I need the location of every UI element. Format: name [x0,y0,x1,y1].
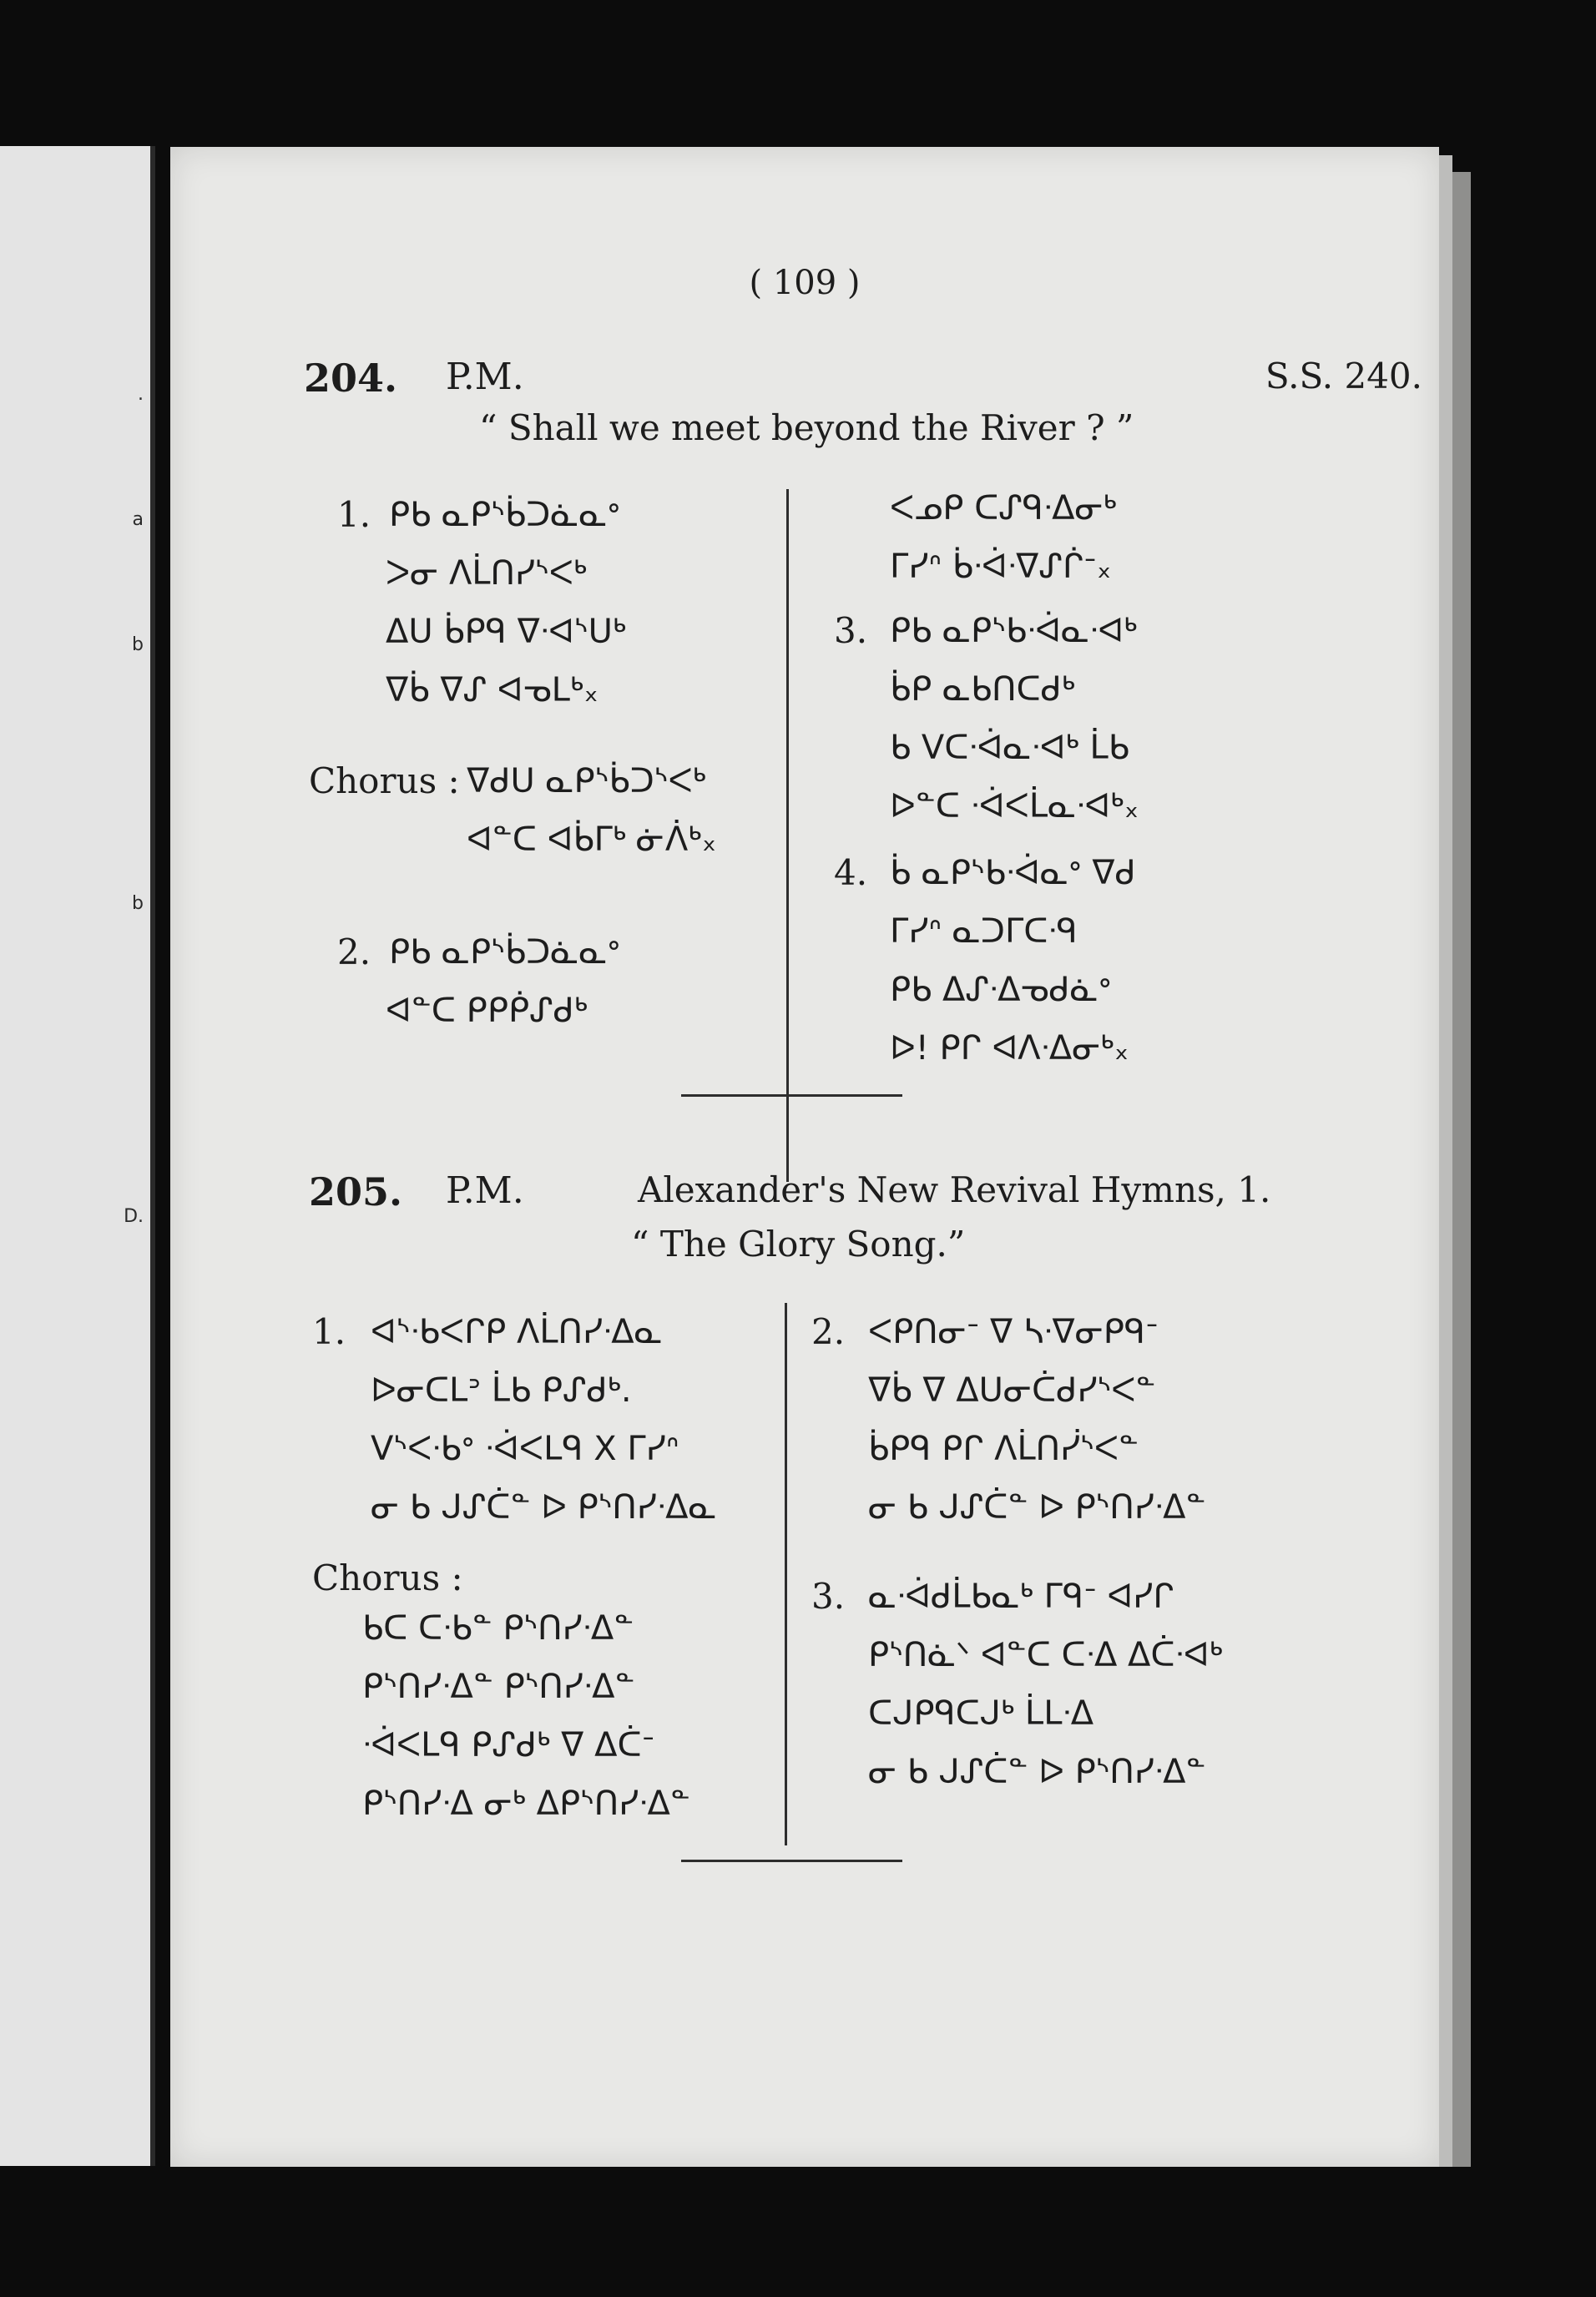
verse-number: 1. [337,494,371,535]
hymn-204-title: “ Shall we meet beyond the River ? ” [479,407,1134,448]
verse-line: ᐸᑭᑎᓂᐨ ᐁ ᓴᐧᐁᓂᑭᑫᐨ [868,1313,1159,1351]
hymn-204-number: 204. [304,356,398,401]
verse-line: ᐅᓐᑕ ᐧᐋᐸᒫᓇᐧᐊᒃₓ [890,787,1139,825]
section-divider [681,1094,902,1097]
page-edge [1437,155,1452,2167]
verse-line: ᑳ ᓇᑭᔅᑲᐧᐋᓇᐤ ᐁᑯ [890,854,1136,892]
verse-line: ᐅ! ᑭᒋ ᐊᐱᐧᐃᓂᒃₓ [890,1029,1129,1068]
chorus-line: ᐧᐋᐸᒪᑫ ᑭᔑᑯᒃ ᐁ ᐃᑖᐨ [362,1726,655,1764]
verse-line: ᑕᒍᑭᑫᑕᒍᒃ ᒫᒪᐧᐃ [868,1694,1094,1733]
hymn-205-tune-ref: Alexander's New Revival Hymns, 1. [638,1169,1271,1210]
left-page-fragment: . [138,384,144,405]
verse-line: ᑭᑲ ᓇᑭᔅᑲᐧᐋᓇᐧᐊᒃ [890,612,1138,650]
verse-line: ᒥᓯᐢ ᓇᑐᒥᑕᐧᑫ [890,912,1078,951]
book-page [170,147,1439,2167]
verse-line: ᑭᑲ ᓇᑭᔅᑳᑐᓈᓇᐤ [389,496,620,534]
column-divider [785,1303,787,1845]
chorus-line: ᑲᑕ ᑕᐧᑲᓐ ᑭᔅᑎᓯᐧᐃᓐ [362,1609,634,1648]
verse-line: ᑲ ᐯᑕᐧᐋᓇᐧᐊᒃ ᒫᑲ [890,729,1129,767]
verse-line: ᐯᔅᐸᐧᑲᐤ ᐧᐋᐸᒪᑫ X ᒥᓯᐢ [371,1430,679,1468]
verse-line: ᐊᓐᑕ ᑭᑭᑮᔑᑯᒃ [386,992,588,1030]
left-page-fragment: b [132,893,144,914]
verse-line: ᑳᑭ ᓇᑲᑎᑕᑯᒃ [890,670,1076,709]
chorus-line: ᐊᓐᑕ ᐊᑳᒥᒃ ᓃᐲᒃₓ [467,820,717,859]
verse-number: 1. [312,1311,346,1352]
hymn-205-meter: P.M. [446,1169,524,1212]
verse-number: 3. [834,610,868,651]
verse-line: ᒥᓯᐢ ᑳᐧᐋᐧᐁᔑᒌᐨₓ [890,548,1112,586]
verse-line: ᑳᑭᑫ ᑭᒋ ᐱᒫᑎᓰᔅᐸᓐ [868,1430,1139,1468]
verse-line: ᐸᓄᑭ ᑕᔑᑫᐧᐃᓂᒃ [890,489,1117,528]
chorus-line: ᐁᑯᑌ ᓇᑭᔅᑳᑐᔅᐸᒃ [467,762,706,800]
verse-line: ᓂ ᑲ ᒍᔑᑖᓐ ᐅ ᑭᔅᑎᓯᐧᐃᓐ [868,1488,1206,1527]
verse-line: ᓂ ᑲ ᒍᔑᑖᓐ ᐅ ᑭᔅᑎᓯᐧᐃᓇ [371,1488,717,1527]
chorus-label: Chorus : [312,1557,463,1598]
verse-line: ᓂ ᑲ ᒍᔑᑖᓐ ᐅ ᑭᔅᑎᓯᐧᐃᓐ [868,1753,1206,1791]
chorus-line: ᑭᔅᑎᓯᐧᐃᓐ ᑭᔅᑎᓯᐧᐃᓐ [362,1668,635,1706]
verse-line: ᐃᑌ ᑳᑭᑫ ᐁᐧᐊᔅᑌᒃ [386,613,627,651]
verse-line: ᐁᑳ ᐁ ᐃᑌᓂᑖᑯᓯᔅᐸᓐ [868,1371,1156,1410]
left-page-fragment: b [132,634,144,655]
verse-line: ᐳᓂ ᐱᒫᑎᓯᔅᐸᒃ [386,554,588,593]
page-edge-shadow [1452,172,1471,2167]
verse-line: ᑭᑲ ᓇᑭᔅᑳᑐᓈᓇᐤ [389,933,620,972]
verse-number: 4. [834,852,868,893]
section-divider [681,1860,902,1862]
hymn-204-tune-ref: S.S. 240. [1265,356,1422,396]
chorus-line: ᑭᔅᑎᓯᐧᐃ ᓂᒃ ᐃᑭᔅᑎᓯᐧᐃᓐ [362,1785,690,1823]
page-number: ( 109 ) [749,264,861,302]
column-divider [786,489,789,1182]
hymn-205-number: 205. [309,1169,403,1214]
verse-line: ᐁᑳ ᐁᔑ ᐊᓀᒪᒃₓ [386,671,598,709]
verse-line: ᑭᑲ ᐃᔑᐧᐃᓀᑯᓈᐤ [890,971,1112,1009]
verse-line: ᐅᓂᑕᒪᐣ ᒫᑲ ᑭᔑᑯᒃ. [371,1371,632,1410]
hymn-205-title: “ The Glory Song.” [631,1224,966,1265]
left-page-fragment: a [132,509,144,530]
left-page-edge [0,146,155,2166]
verse-number: 2. [811,1311,846,1352]
verse-number: 3. [811,1576,846,1617]
left-page-fragment: D. [124,1206,144,1227]
chorus-label: Chorus : [309,760,460,801]
verse-number: 2. [337,931,371,972]
verse-line: ᑭᔅᑎᓈᐠ ᐊᓐᑕ ᑕᐧᐃ ᐃᑖᐧᐊᒃ [868,1636,1223,1674]
verse-line: ᓇᐧᐋᑯᒫᑲᓇᒃ ᒥᑫᐨ ᐊᓯᒋ [868,1578,1174,1616]
hymn-204-meter: P.M. [446,356,524,398]
verse-line: ᐊᔅᐧᑲᐸᒋᑭ ᐱᒫᑎᓯᐧᐃᓇ [371,1313,663,1351]
